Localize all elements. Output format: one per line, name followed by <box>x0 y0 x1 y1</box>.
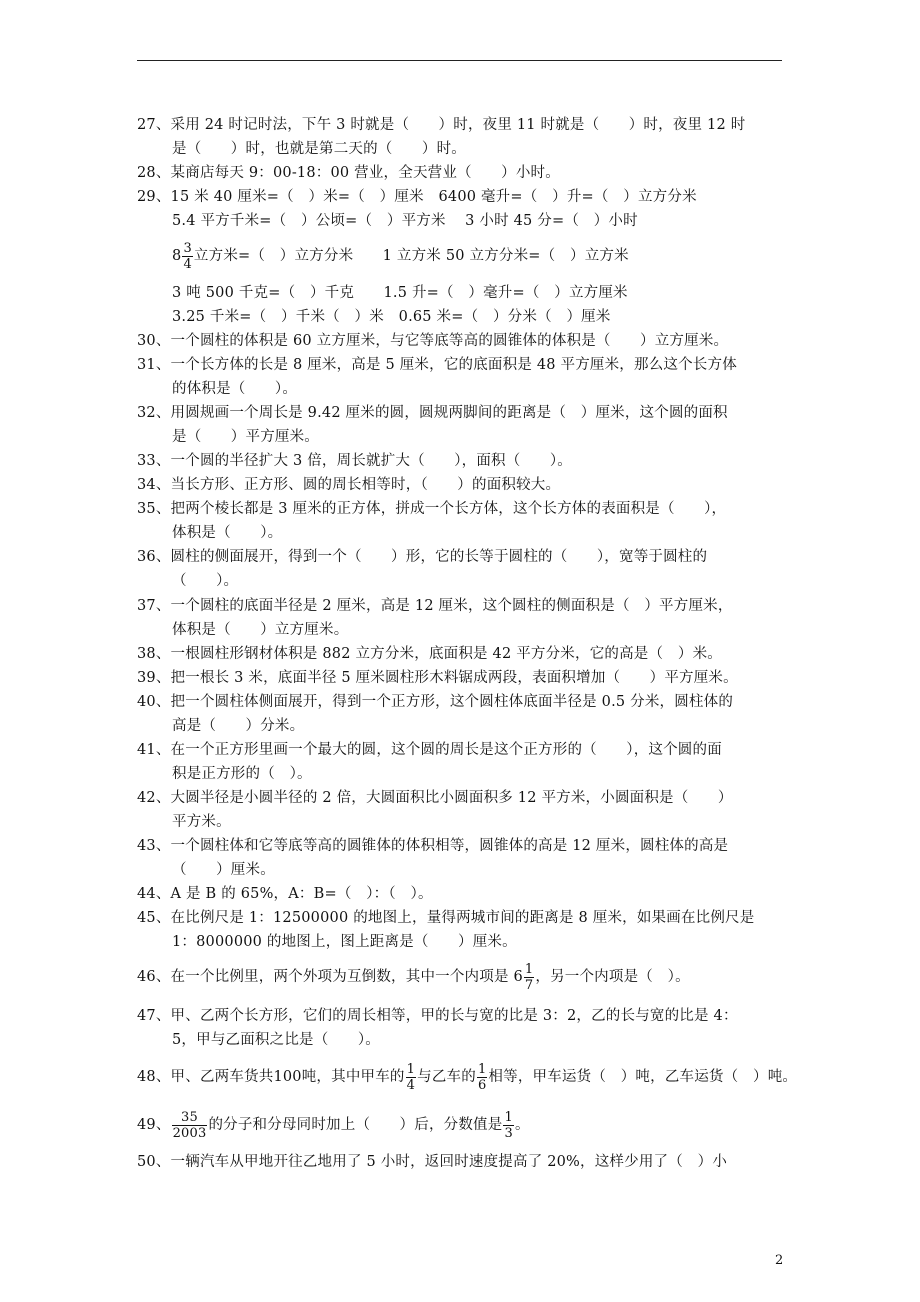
q46 <box>137 957 690 997</box>
q49 <box>137 1105 530 1145</box>
q29-line5: 3.25 千米=（ ）千米（ ）米 0.65 米=（ ）分米（ ）厘米 <box>172 309 611 325</box>
q48-text-end: 相等，甲车运货（ ）吨，乙车运货（ ）吨。 <box>488 1069 798 1085</box>
q50: 50、一辆汽车从甲地开往乙地用了 5 小时，返回时速度提高了 20%，这样少用了（ ）小 <box>137 1154 728 1170</box>
fraction: $\frac{1}{4}$ <box>406 1061 416 1093</box>
mixed-whole: 8 <box>172 248 182 264</box>
q40-line1: 40、把一个圆柱体侧面展开，得到一个正方形，这个圆柱体底面半径是 0.5 分米，圆柱体的 <box>137 694 734 710</box>
q43-line2: （ ）厘米。 <box>172 862 275 878</box>
q34: 34、当长方形、正方形、圆的周长相等时，（ ）的面积较大。 <box>137 477 561 493</box>
q41-line2: 积是正方形的（ ）。 <box>172 766 312 782</box>
q35-line1: 35、把两个棱长都是 3 厘米的正方体，拼成一个长方体，这个长方体的表面积是（ ）， <box>137 501 727 517</box>
page-number: 2 <box>775 1253 784 1268</box>
q33: 33、一个圆的半径扩大 3 倍，周长就扩大（ ），面积（ ）。 <box>137 453 572 469</box>
q42-line2: 平方米。 <box>172 814 231 830</box>
q49-number: 49、 <box>137 1117 171 1133</box>
q40-line2: 高是（ ）分米。 <box>172 718 305 734</box>
fraction: $\frac{1}{7}$ <box>524 961 534 993</box>
q48-text-mid: 与乙车的 <box>417 1069 476 1085</box>
q37-line1: 37、一个圆柱的底面半径是 2 厘米，高是 12 厘米，这个圆柱的侧面积是（ ）平方厘米， <box>137 598 733 614</box>
fraction: $\frac{1}{3}$ <box>504 1109 513 1141</box>
q27-line2: 是（ ）时，也就是第二天的（ ）时。 <box>172 141 466 157</box>
q36-line2: （ ）。 <box>172 573 239 589</box>
q39: 39、把一根长 3 米，底面半径 5 厘米圆柱形木料锯成两段，表面积增加（ ）平方厘米。 <box>137 670 738 686</box>
q29-line3-text: 立方米=（ ）立方分米 1 立方米 50 立方分米=（ ）立方米 <box>193 248 629 264</box>
q46-text: 46、在一个比例里，两个外项为互倒数，其中一个内项是 6 <box>137 969 523 985</box>
q36-line1: 36、圆柱的侧面展开，得到一个（ ）形，它的长等于圆柱的（ ），宽等于圆柱的 <box>137 549 708 565</box>
q31-line1: 31、一个长方体的长是 8 厘米，高是 5 厘米，它的底面积是 48 平方厘米，那么这个长方体 <box>137 357 737 373</box>
q41-line1: 41、在一个正方形里画一个最大的圆，这个圆的周长是这个正方形的（ ），这个圆的面 <box>137 742 722 758</box>
header-rule <box>137 60 782 61</box>
q48-text: 48、甲、乙两车货共100吨，其中甲车的 <box>137 1069 405 1085</box>
q38: 38、一根圆柱形钢材体积是 882 立方分米，底面积是 42 平方分米，它的高是（ ）米。 <box>137 646 723 662</box>
fraction: $\frac{1}{6}$ <box>477 1061 487 1093</box>
q32-line1: 32、用圆规画一个周长是 9.42 厘米的圆，圆规两脚间的距离是（ ）厘米，这个圆的面积 <box>137 405 728 421</box>
q43-line1: 43、一个圆柱体和它等底等高的圆锥体的体积相等，圆锥体的高是 12 厘米，圆柱体的高是 <box>137 838 729 854</box>
q46-text-end: ，另一个内项是（ ）。 <box>535 969 690 985</box>
q32-line2: 是（ ）平方厘米。 <box>172 429 319 445</box>
q29-line2: 5.4 平方千米=（ ）公顷=（ ）平方米 3 小时 45 分=（ ）小时 <box>172 213 638 229</box>
q31-line2: 的体积是（ ）。 <box>172 381 298 397</box>
q49-text: 的分子和分母同时加上（ ）后，分数值是 <box>208 1117 503 1133</box>
q29-line3 <box>172 238 629 274</box>
q29-line4: 3 吨 500 千克=（ ）千克 1.5 升=（ ）毫升=（ ）立方厘米 <box>172 285 628 301</box>
q30: 30、一个圆柱的体积是 60 立方厘米，与它等底等高的圆锥体的体积是（ ）立方厘米。 <box>137 333 729 349</box>
q29-line1: 29、15 米 40 厘米=（ ）米=（ ）厘米 6400 毫升=（ ）升=（ ）立方分米 <box>137 189 697 205</box>
q27-line1: 27、采用 24 时记时法，下午 3 时就是（ ）时，夜里 11 时就是（ ）时，夜里 12 时 <box>137 117 746 133</box>
q37-line2: 体积是（ ）立方厘米。 <box>172 622 349 638</box>
q47-line2: 5，甲与乙面积之比是（ ）。 <box>172 1032 380 1048</box>
fraction: $\frac{3}{4}$ <box>183 240 192 272</box>
q48 <box>137 1057 797 1097</box>
q47-line1: 47、甲、乙两个长方形，它们的周长相等，甲的长与宽的比是 3：2，乙的长与宽的比是 4： <box>137 1008 738 1024</box>
q44: 44、A 是 B 的 65%，A：B=（ ）：（ ）。 <box>137 886 433 902</box>
q49-text-end: 。 <box>514 1117 530 1133</box>
q45-line1: 45、在比例尺是 1：12500000 的地图上，量得两城市间的距离是 8 厘米，如果画在比例尺是 <box>137 910 755 926</box>
q45-line2: 1：8000000 的地图上，图上距离是（ ）厘米。 <box>172 934 517 950</box>
q35-line2: 体积是（ ）。 <box>172 525 283 541</box>
q28: 28、某商店每天 9：00-18：00 营业，全天营业（ ）小时。 <box>137 165 560 181</box>
q42-line1: 42、大圆半径是小圆半径的 2 倍，大圆面积比小圆面积多 12 平方米，小圆面积是（ ） <box>137 790 733 806</box>
fraction: $\frac{35}{2003}$ <box>172 1109 207 1141</box>
